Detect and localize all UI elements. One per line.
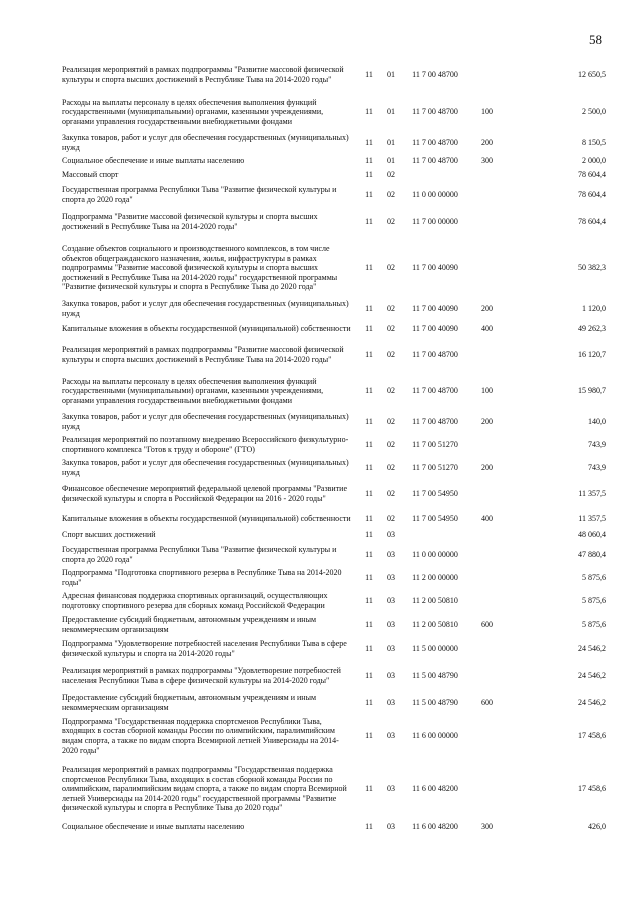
row-subsection: 02 (387, 189, 395, 199)
row-subsection: 01 (387, 70, 395, 80)
row-target-article: 11 0 00 00000 (412, 189, 458, 199)
row-section: 11 (365, 643, 373, 653)
budget-table (62, 58, 606, 834)
row-subsection: 02 (387, 304, 395, 314)
row-subsection: 03 (387, 784, 395, 794)
table-row (62, 589, 606, 613)
row-expense-type: 200 (481, 304, 493, 314)
row-expense-type: 300 (481, 155, 493, 165)
row-amount: 2 000,0 (582, 155, 606, 165)
row-amount: 24 546,2 (578, 697, 606, 707)
table-row (62, 660, 606, 691)
row-name: Подпрограмма "Удовлетворение потребностей населения Республики Тыва в сфере физической культуры и спорта на 2014-2020 годы" (62, 638, 347, 658)
table-row (62, 613, 606, 637)
row-section: 11 (365, 304, 373, 314)
row-name: Закупка товаров, работ и услуг для обеспечения государственных (муниципальных) нужд (62, 457, 349, 477)
row-name: Расходы на выплаты персоналу в целях обеспечения выполнения функций государственными (муниципальными) органами, казенными учреждениями, органами управления государственными внебюджетными фондами (62, 376, 324, 405)
row-target-article: 11 7 00 54950 (412, 514, 458, 524)
row-section: 11 (365, 530, 373, 540)
row-target-article: 11 7 00 48700 (412, 70, 458, 80)
row-name: Адресная финансовая поддержка спортивных организаций, осуществляющих подготовку спортивного резерва для сборных команд Российской Федерации (62, 591, 328, 610)
table-row (62, 132, 606, 153)
row-target-article: 11 7 00 51270 (412, 440, 458, 450)
row-amount: 5 875,6 (582, 596, 606, 606)
table-row (62, 542, 606, 567)
row-expense-type: 100 (481, 386, 493, 396)
row-subsection: 03 (387, 643, 395, 653)
row-section: 11 (365, 514, 373, 524)
row-amount: 743,9 (588, 462, 606, 472)
row-subsection: 02 (387, 324, 395, 334)
row-name: Закупка товаров, работ и услуг для обеспечения государственных (муниципальных) нужд (62, 412, 349, 431)
row-amount: 15 980,7 (578, 386, 606, 396)
row-section: 11 (365, 462, 373, 472)
row-subsection: 01 (387, 155, 395, 165)
row-target-article: 11 7 00 48700 (412, 137, 458, 147)
row-target-article: 11 7 00 40090 (412, 304, 458, 314)
row-name: Подпрограмма "Подготовка спортивного резерва в Республике Тыва на 2014-2020 годы" (62, 568, 342, 587)
row-amount: 48 060,4 (578, 530, 606, 540)
row-subsection: 01 (387, 137, 395, 147)
row-section: 11 (365, 107, 373, 117)
row-name: Реализация мероприятий в рамках подпрограммы "Развитие массовой физической культуры и спорта высших достижений в Республике Тыва на 2014-2020 годы" (62, 65, 344, 84)
table-row (62, 319, 606, 339)
table-row (62, 478, 606, 510)
row-target-article: 11 2 00 50810 (412, 596, 458, 606)
row-section: 11 (365, 350, 373, 360)
table-row (62, 153, 606, 168)
row-target-article: 11 5 00 48790 (412, 670, 458, 680)
row-target-article: 11 7 00 00000 (412, 217, 458, 227)
row-amount: 24 546,2 (578, 670, 606, 680)
row-amount: 12 650,5 (578, 70, 606, 80)
row-amount: 78 604,4 (578, 189, 606, 199)
row-amount: 140,0 (588, 417, 606, 427)
row-amount: 5 875,6 (582, 573, 606, 583)
row-expense-type: 600 (481, 620, 493, 630)
table-row (62, 567, 606, 589)
row-target-article: 11 7 00 48700 (412, 417, 458, 427)
row-amount: 50 382,3 (578, 263, 606, 273)
row-section: 11 (365, 189, 373, 199)
row-section: 11 (365, 822, 373, 832)
row-subsection: 02 (387, 350, 395, 360)
row-subsection: 03 (387, 697, 395, 707)
row-amount: 49 262,3 (578, 324, 606, 334)
row-name: Государственная программа Республики Тыва "Развитие физической культуры и спорта до 2020 года" (62, 184, 337, 204)
row-amount: 16 120,7 (578, 350, 606, 360)
row-target-article: 11 7 00 51270 (412, 462, 458, 472)
row-amount: 5 875,6 (582, 620, 606, 630)
table-row (62, 339, 606, 371)
row-target-article: 11 6 00 00000 (412, 731, 458, 741)
table-row (62, 457, 606, 478)
row-amount: 24 546,2 (578, 643, 606, 653)
table-row (62, 299, 606, 319)
table-row (62, 820, 606, 834)
row-subsection: 02 (387, 489, 395, 499)
row-name: Социальное обеспечение и иные выплаты населению (62, 822, 245, 832)
row-target-article: 11 5 00 00000 (412, 643, 458, 653)
row-name: Подпрограмма "Развитие массовой физической культуры и спорта высших достижений в Республике Тыва на 2014-2020 годы" (62, 212, 318, 231)
row-amount: 2 500,0 (582, 107, 606, 117)
row-target-article: 11 7 00 48700 (412, 155, 458, 165)
row-name: Закупка товаров, работ и услуг для обеспечения государственных (муниципальных) нужд (62, 299, 349, 318)
row-name: Государственная программа Республики Тыва "Развитие физической культуры и спорта до 2020 года" (62, 544, 337, 564)
row-expense-type: 200 (481, 137, 493, 147)
row-section: 11 (365, 137, 373, 147)
table-row (62, 411, 606, 433)
row-name: Расходы на выплаты персоналу в целях обеспечения выполнения функций государственными (муниципальными) органами, казенными учреждениями, органами управления государственными внебюджетными фондами (62, 97, 324, 126)
row-target-article: 11 7 00 48700 (412, 386, 458, 396)
row-section: 11 (365, 670, 373, 680)
row-section: 11 (365, 731, 373, 741)
row-section: 11 (365, 324, 373, 334)
row-amount: 78 604,4 (578, 217, 606, 227)
row-name: Социальное обеспечение и иные выплаты населению (62, 155, 245, 165)
table-row (62, 714, 606, 758)
row-amount: 11 357,5 (578, 514, 606, 524)
row-section: 11 (365, 155, 373, 165)
row-name: Капитальные вложения в объекты государственной (муниципальной) собственности (62, 514, 351, 524)
table-row (62, 371, 606, 411)
row-name: Реализация мероприятий в рамках подпрограммы "Удовлетворение потребностей населения Республики Тыва в сфере физической культуры на 2014-2020 годы" (62, 665, 341, 685)
row-amount: 743,9 (588, 440, 606, 450)
row-name: Предоставление субсидий бюджетным, автономным учреждениям и иным некоммерческим организациям (62, 615, 317, 634)
row-target-article: 11 6 00 48200 (412, 784, 458, 794)
row-section: 11 (365, 784, 373, 794)
table-row (62, 207, 606, 237)
row-name: Финансовое обеспечение мероприятий федеральной целевой программы "Развитие физической культуры и спорта в Российской Федерации на 2016 - 2020 годы" (62, 484, 348, 503)
row-subsection: 02 (387, 386, 395, 396)
row-target-article: 11 6 00 48200 (412, 822, 458, 832)
row-name: Реализация мероприятий в рамках подпрограммы "Государственная поддержка спортсменов Республики Тыва, входящих в состав сборной команды России по олимпийским, паралимпийским видам спорта, а также по видам спорта Всемирной летней Универсиады на 2014-2020 годы" государственной программы "Развитие физической культуры и спорта в Республике Тыва до 2020 годы" (62, 765, 347, 813)
row-target-article: 11 0 00 00000 (412, 549, 458, 559)
table-row (62, 182, 606, 207)
row-expense-type: 400 (481, 324, 493, 334)
row-expense-type: 600 (481, 697, 493, 707)
row-section: 11 (365, 440, 373, 450)
table-row (62, 758, 606, 820)
row-section: 11 (365, 573, 373, 583)
row-amount: 17 458,6 (578, 731, 606, 741)
row-subsection: 02 (387, 263, 395, 273)
row-section: 11 (365, 697, 373, 707)
row-name: Предоставление субсидий бюджетным, автономным учреждениям и иным некоммерческим организациям (62, 692, 317, 712)
row-target-article: 11 2 00 00000 (412, 573, 458, 583)
table-row (62, 691, 606, 714)
table-row (62, 237, 606, 299)
row-name: Закупка товаров, работ и услуг для обеспечения государственных (муниципальных) нужд (62, 132, 349, 152)
row-expense-type: 400 (481, 514, 493, 524)
row-amount: 47 880,4 (578, 549, 606, 559)
row-expense-type: 300 (481, 822, 493, 832)
table-row (62, 58, 606, 92)
table-row (62, 92, 606, 132)
row-section: 11 (365, 170, 373, 180)
row-expense-type: 100 (481, 107, 493, 117)
row-subsection: 03 (387, 670, 395, 680)
row-amount: 17 458,6 (578, 784, 606, 794)
row-subsection: 03 (387, 620, 395, 630)
row-amount: 8 150,5 (582, 137, 606, 147)
row-subsection: 03 (387, 596, 395, 606)
row-target-article: 11 7 00 48700 (412, 107, 458, 117)
row-amount: 1 120,0 (582, 304, 606, 314)
row-section: 11 (365, 386, 373, 396)
table-row (62, 168, 606, 182)
page-number: 58 (589, 32, 602, 47)
row-target-article: 11 7 00 48700 (412, 350, 458, 360)
row-subsection: 03 (387, 822, 395, 832)
row-expense-type: 200 (481, 417, 493, 427)
row-section: 11 (365, 417, 373, 427)
row-subsection: 03 (387, 573, 395, 583)
row-section: 11 (365, 596, 373, 606)
row-target-article: 11 7 00 40090 (412, 263, 458, 273)
row-subsection: 02 (387, 170, 395, 180)
row-amount: 426,0 (588, 822, 606, 832)
table-row (62, 510, 606, 528)
row-name: Спорт высших достижений (62, 530, 156, 540)
row-subsection: 03 (387, 530, 395, 540)
table-row (62, 528, 606, 542)
row-name: Капитальные вложения в объекты государственной (муниципальной) собственности (62, 324, 351, 334)
row-subsection: 02 (387, 417, 395, 427)
row-section: 11 (365, 489, 373, 499)
row-name: Создание объектов социального и производственного комплексов, в том числе объектов общегражданского назначения, жилья, инфраструктуры в рамках подпрограммы "Развитие массовой физической культуры и спорта высших достижений в Республике Тыва на 2014-2020 годы" государственной программы "Развитие физической культуры и спорта в Республике Тыва до 2020 года" (62, 244, 338, 292)
row-subsection: 02 (387, 440, 395, 450)
row-section: 11 (365, 263, 373, 273)
row-section: 11 (365, 549, 373, 559)
row-expense-type: 200 (481, 462, 493, 472)
row-name: Подпрограмма "Государственная поддержка спортсменов Республики Тыва, входящих в состав сборной команды России по олимпийским, паралимпийским видам спорта, а также по видам спорта Всемирной летней Универсиады на 2014-2020 годы" (62, 716, 339, 755)
row-subsection: 02 (387, 217, 395, 227)
row-subsection: 01 (387, 107, 395, 117)
table-row (62, 637, 606, 660)
row-target-article: 11 7 00 54950 (412, 489, 458, 499)
row-target-article: 11 5 00 48790 (412, 697, 458, 707)
row-name: Реализация мероприятий в рамках подпрограммы "Развитие массовой физической культуры и спорта высших достижений в Республике Тыва на 2014-2020 годы" (62, 345, 344, 364)
row-section: 11 (365, 620, 373, 630)
row-amount: 11 357,5 (578, 489, 606, 499)
row-subsection: 02 (387, 514, 395, 524)
table-row (62, 433, 606, 457)
row-subsection: 03 (387, 731, 395, 741)
row-section: 11 (365, 70, 373, 80)
row-subsection: 03 (387, 549, 395, 559)
row-section: 11 (365, 217, 373, 227)
row-target-article: 11 2 00 50810 (412, 620, 458, 630)
row-name: Массовый спорт (62, 170, 119, 180)
row-target-article: 11 7 00 40090 (412, 324, 458, 334)
row-amount: 78 604,4 (578, 170, 606, 180)
row-name: Реализация мероприятий по поэтапному внедрению Всероссийского физкультурно-спортивного комплекса "Готов к труду и обороне" (ГТО) (62, 435, 349, 454)
row-subsection: 02 (387, 462, 395, 472)
